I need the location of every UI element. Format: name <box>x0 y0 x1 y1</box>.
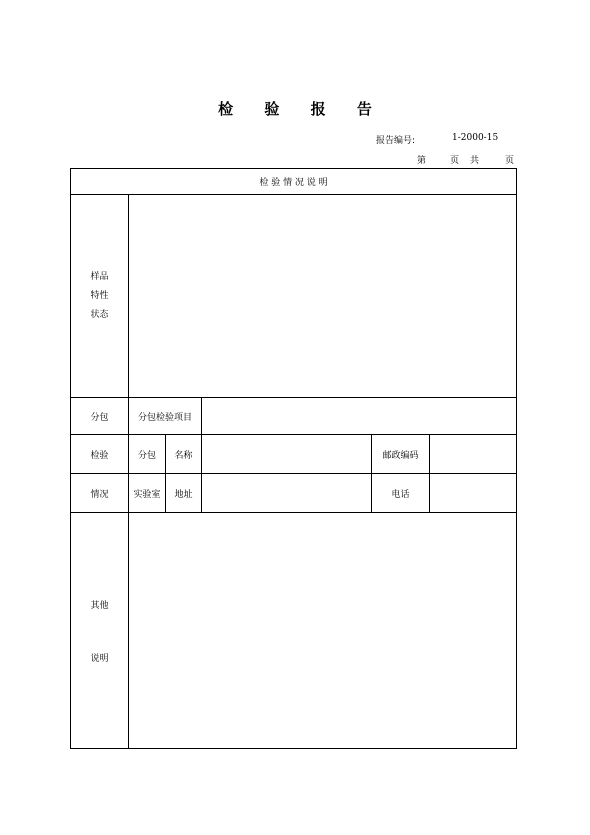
lab-label: 实验室 <box>133 489 161 500</box>
sample-characteristics-field[interactable] <box>129 195 516 397</box>
page-gong: 共 <box>470 156 480 166</box>
other-notes-label <box>71 513 128 748</box>
form-header: 检 验 情 况 说 明 <box>259 178 328 188</box>
subcontract-label: 分包 <box>90 412 109 423</box>
page-di: 第 <box>417 156 427 166</box>
inspection-label: 检验 <box>90 450 109 461</box>
postal-code-label: 邮政编码 <box>382 450 419 461</box>
subcontract-items-field[interactable] <box>202 398 516 434</box>
situation-label: 情况 <box>90 489 109 500</box>
report-number-label: 报告编号: <box>376 136 416 146</box>
inspection-form <box>70 168 517 749</box>
other-label-line2: 说明 <box>90 653 109 664</box>
postal-code-field[interactable] <box>430 435 516 473</box>
report-title: 检 验 报 告 <box>218 100 385 118</box>
phone-label: 电话 <box>391 489 410 500</box>
sample-label-line1: 样品 <box>90 271 109 282</box>
other-label-line1: 其他 <box>90 600 109 611</box>
page-total-ye: 页 <box>505 156 515 166</box>
sample-label-line2: 特性 <box>90 290 109 301</box>
page-ye: 页 <box>450 156 460 166</box>
name-label: 名称 <box>174 450 193 461</box>
subcontract-items-label: 分包检验项目 <box>137 412 192 423</box>
address-field[interactable] <box>202 474 371 512</box>
name-field[interactable] <box>202 435 371 473</box>
sub-label: 分包 <box>137 450 156 461</box>
sample-label-line3: 状态 <box>90 309 109 320</box>
address-label: 地址 <box>174 489 193 500</box>
report-number-value: 1-2000-15 <box>452 133 499 143</box>
phone-field[interactable] <box>430 474 516 512</box>
other-notes-field[interactable] <box>129 513 516 748</box>
sample-characteristics-label <box>71 195 128 397</box>
